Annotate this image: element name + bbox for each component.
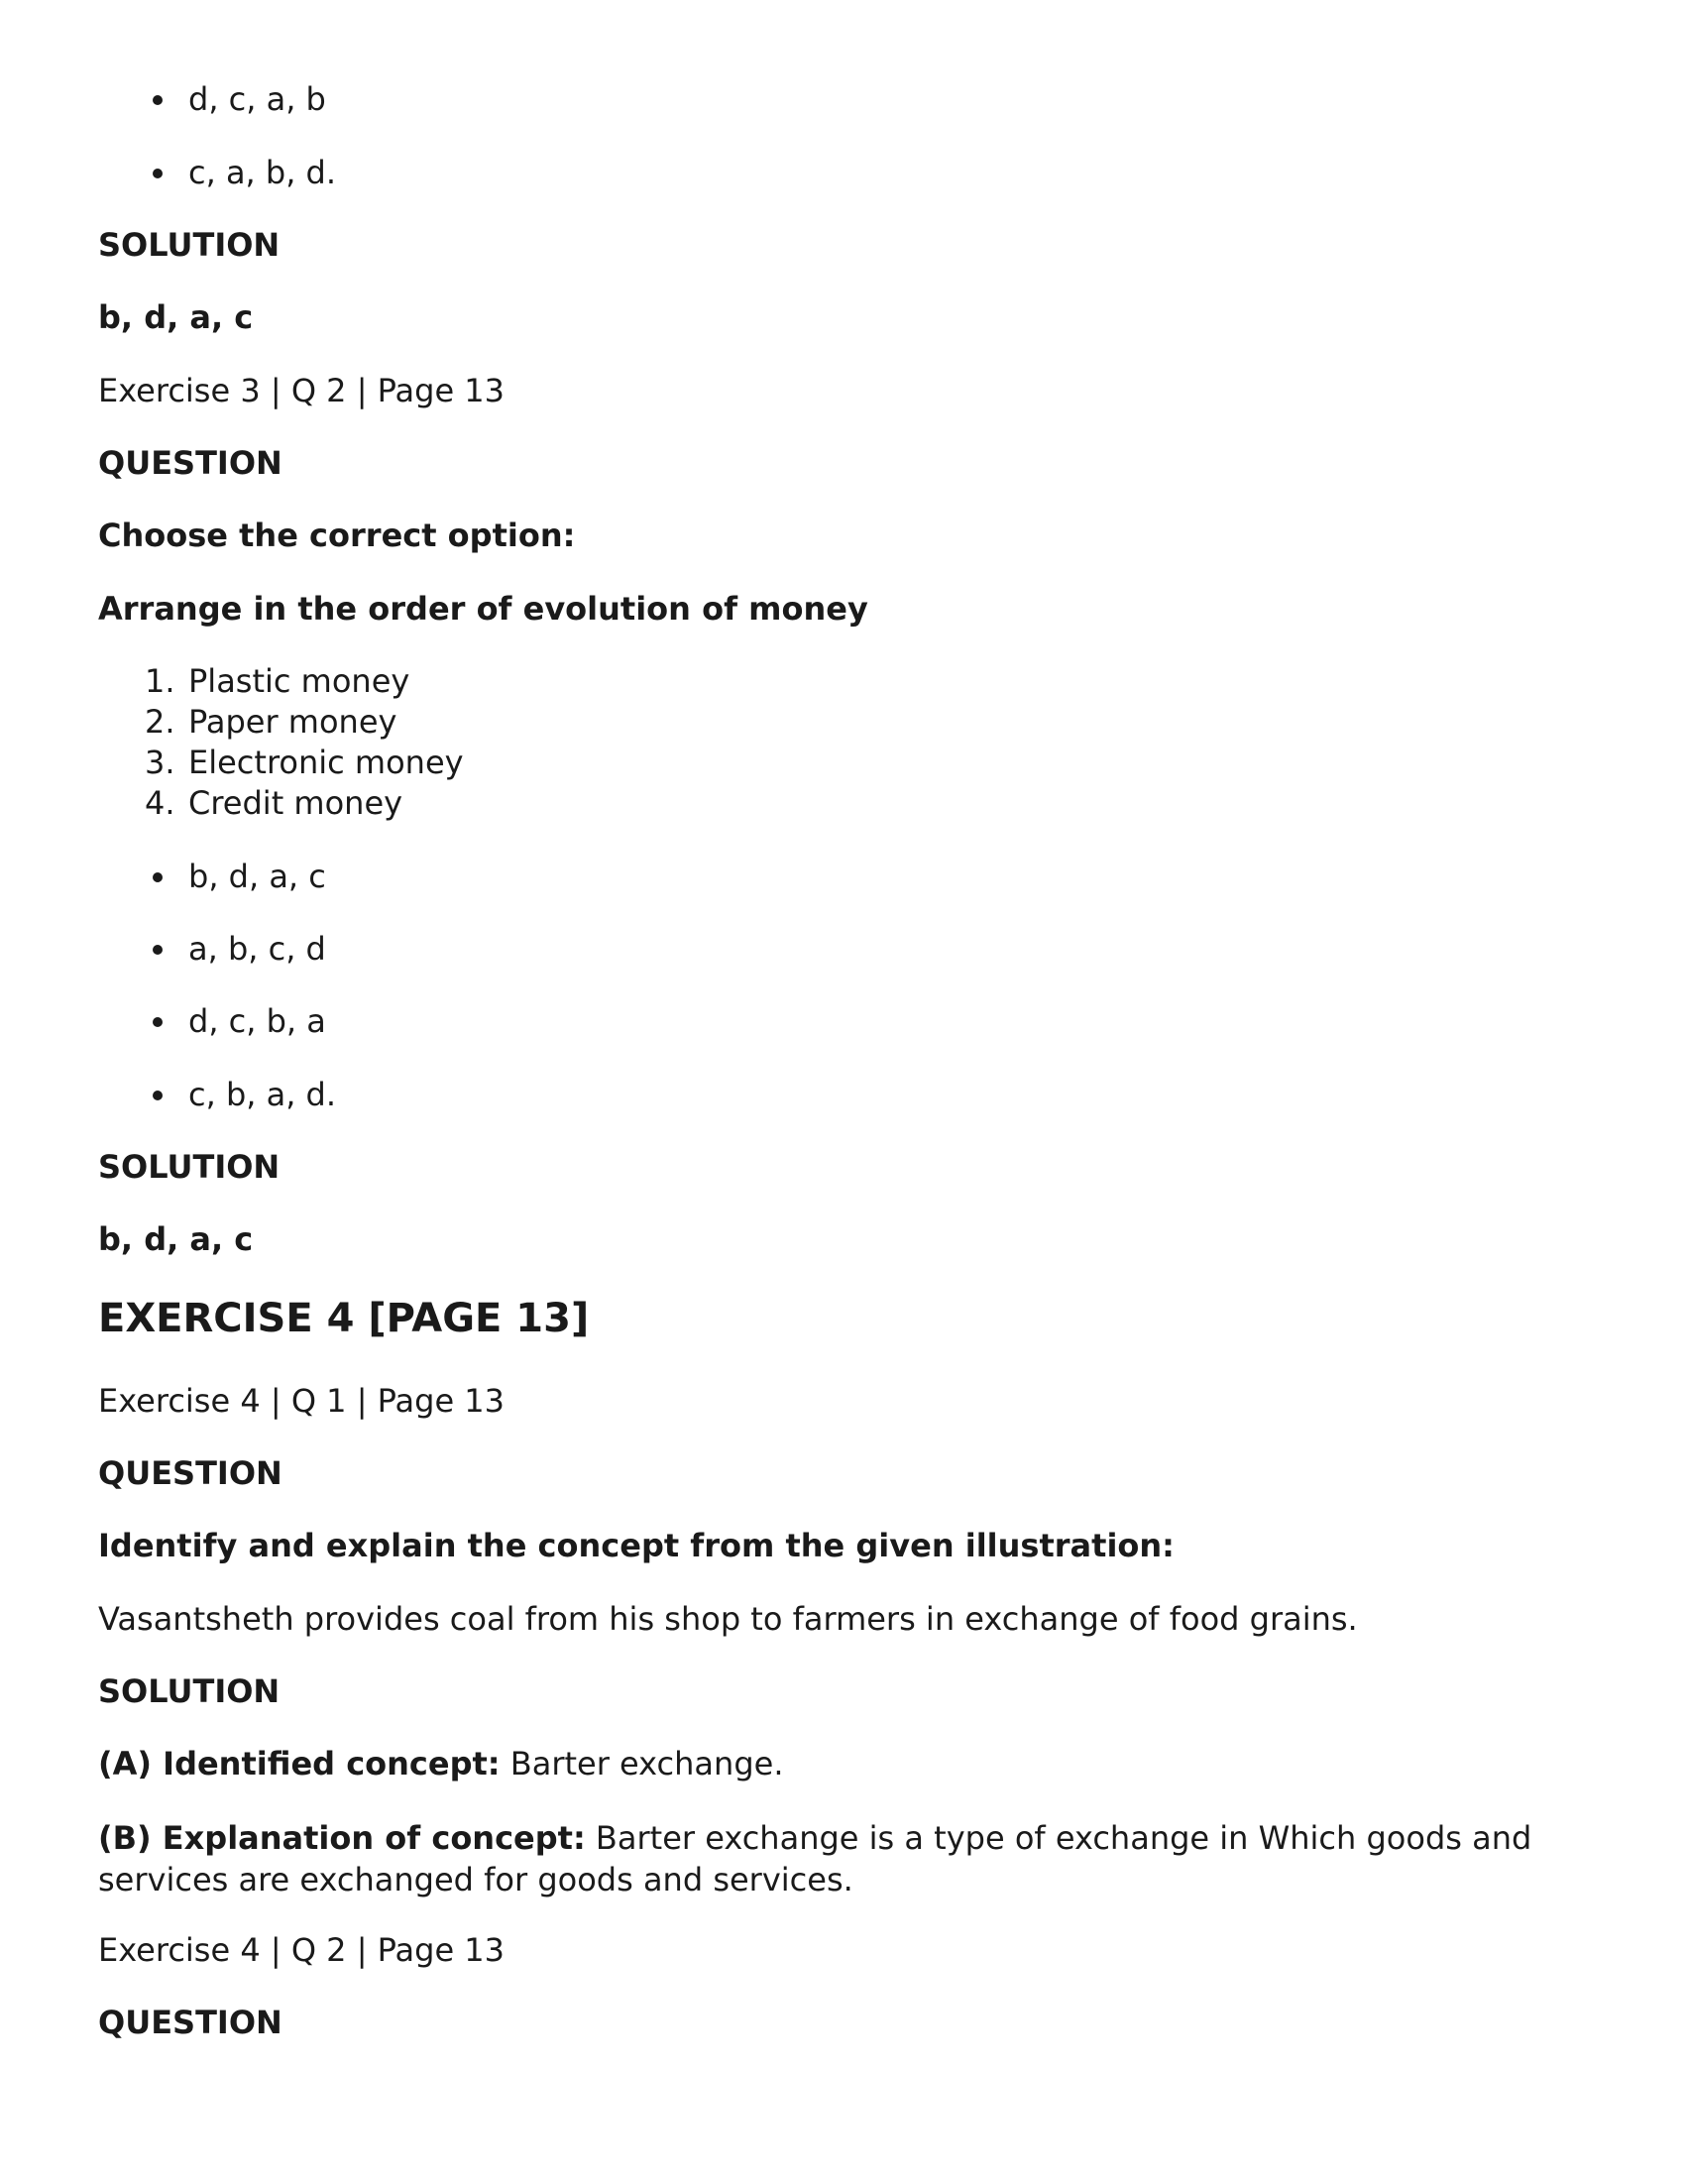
solution-label: SOLUTION — [98, 1672, 281, 1710]
numbered-item — [145, 702, 396, 742]
numbered-item — [145, 743, 464, 782]
item-text: Credit money — [188, 784, 403, 822]
point-text: Barter exchange. — [500, 1745, 784, 1782]
question-instruction: Choose the correct option: — [98, 517, 576, 554]
item-text: Paper money — [188, 703, 397, 741]
item-number: 2. — [145, 703, 175, 741]
question-prompt: Arrange in the order of evolution of money — [98, 590, 868, 628]
item-number: 4. — [145, 784, 175, 822]
option-item: c, b, a, d. — [188, 1076, 337, 1113]
question-prompt: Identify and explain the concept from the given illustration: — [98, 1527, 1175, 1564]
solution-label: SOLUTION — [98, 226, 281, 264]
numbered-item — [145, 783, 402, 823]
solution-point-b — [98, 1817, 1605, 1900]
solution-answer: b, d, a, c — [98, 298, 254, 336]
solution-label: SOLUTION — [98, 1148, 281, 1186]
question-label: QUESTION — [98, 2004, 282, 2041]
numbered-item — [145, 661, 409, 701]
item-text: Electronic money — [188, 744, 464, 781]
question-reference: Exercise 3 | Q 2 | Page 13 — [98, 372, 506, 409]
point-label: (B) Explanation of concept: — [98, 1819, 586, 1857]
solution-answer: b, d, a, c — [98, 1220, 254, 1258]
exercise-heading: EXERCISE 4 [PAGE 13] — [98, 1296, 590, 1341]
item-number: 3. — [145, 744, 175, 781]
solution-point-a — [98, 1744, 783, 1783]
option-item: c, a, b, d. — [188, 154, 337, 191]
item-text: Plastic money — [188, 662, 410, 700]
question-label: QUESTION — [98, 1454, 282, 1492]
question-label: QUESTION — [98, 444, 282, 482]
option-item: b, d, a, c — [188, 858, 326, 895]
question-reference: Exercise 4 | Q 1 | Page 13 — [98, 1382, 506, 1420]
item-number: 1. — [145, 662, 175, 700]
point-text: Barter exchange is a type of exchange in Which goods and services are exchanged for goods and services. — [98, 1819, 1532, 1898]
option-item: d, c, a, b — [188, 80, 326, 118]
option-item: d, c, b, a — [188, 1002, 326, 1040]
question-reference: Exercise 4 | Q 2 | Page 13 — [98, 1931, 506, 1969]
illustration-text: Vasantsheth provides coal from his shop to farmers in exchange of food grains. — [98, 1600, 1358, 1638]
option-item: a, b, c, d — [188, 930, 326, 968]
point-label: (A) Identified concept: — [98, 1745, 501, 1782]
